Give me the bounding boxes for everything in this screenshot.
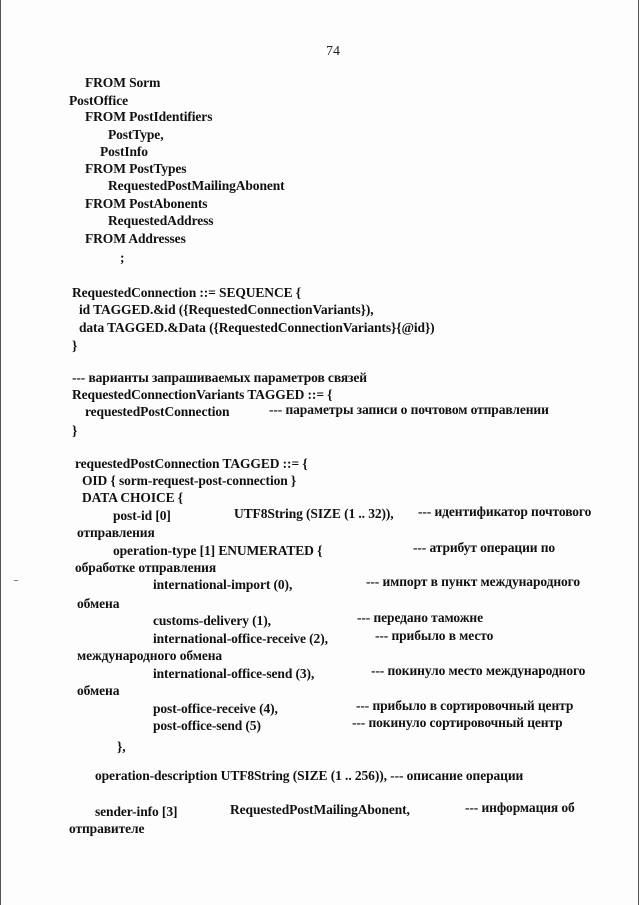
scan-edge-right: [638, 0, 639, 905]
code-line: operation-description UTF8String (SIZE (1 .. 256)), --- описание операции: [95, 768, 524, 783]
comment-line: обмена: [77, 683, 120, 698]
comment-line: международного обмена: [77, 648, 223, 663]
comment-line: отправления: [77, 525, 155, 540]
comment-line: --- покинуло место международного: [371, 663, 586, 678]
code-line: ;: [120, 250, 125, 265]
code-line: RequestedPostMailingAbonent,: [230, 802, 410, 817]
code-line: sender-info [3]: [95, 804, 178, 819]
code-line: post-office-receive (4),: [153, 701, 278, 716]
code-line: international-office-receive (2),: [153, 631, 328, 646]
code-line: customs-delivery (1),: [153, 613, 271, 628]
code-line: UTF8String (SIZE (1 .. 32)),: [234, 506, 394, 521]
code-line: RequestedAddress: [108, 213, 214, 228]
comment-line: отправителе: [69, 821, 145, 836]
page-number: 74: [326, 44, 340, 59]
code-line: }: [72, 423, 78, 438]
scan-mark: [14, 580, 18, 581]
code-line: requestedPostConnection TAGGED ::= {: [75, 456, 308, 471]
comment-line: обработке отправления: [75, 560, 217, 575]
comment-line: --- параметры записи о почтовом отправлении: [269, 402, 549, 417]
comment-line: обмена: [77, 596, 120, 611]
code-line: data TAGGED.&Data ({RequestedConnectionVariants}{@id}): [79, 320, 435, 335]
code-line: FROM PostAbonents: [85, 196, 208, 211]
comment-line: --- прибыло в сортировочный центр: [356, 698, 574, 713]
comment-line: --- атрибут операции по: [413, 540, 556, 555]
code-line: RequestedPostMailingAbonent: [108, 178, 285, 193]
code-line: PostOffice: [69, 93, 128, 108]
code-line: PostType,: [108, 127, 164, 142]
scan-edge-left: [0, 0, 1, 905]
comment-line: --- прибыло в место: [375, 628, 494, 643]
code-line: id TAGGED.&id ({RequestedConnectionVariants}),: [79, 302, 374, 317]
code-line: international-import (0),: [153, 577, 293, 592]
code-line: FROM Addresses: [85, 231, 186, 246]
code-line: FROM Sorm: [85, 75, 161, 90]
comment-line: --- импорт в пункт международного: [366, 574, 581, 589]
code-line: PostInfo: [100, 144, 148, 159]
code-line: DATA CHOICE {: [82, 490, 184, 505]
code-line: RequestedConnection ::= SEQUENCE {: [72, 285, 302, 300]
code-line: international-office-send (3),: [153, 666, 315, 681]
code-line: requestedPostConnection: [85, 404, 230, 419]
comment-line: --- идентификатор почтового: [418, 504, 592, 519]
comment-line: --- покинуло сортировочный центр: [352, 715, 563, 730]
code-line: FROM PostTypes: [85, 161, 187, 176]
code-line: RequestedConnectionVariants TAGGED ::= {: [72, 387, 333, 402]
comment-line: --- информация об: [465, 800, 575, 815]
code-line: post-office-send (5): [153, 718, 261, 733]
code-line: FROM PostIdentifiers: [85, 109, 213, 124]
code-line: }: [72, 338, 78, 353]
code-line: },: [117, 739, 126, 754]
comment-line: --- варианты запрашиваемых параметров связей: [72, 370, 367, 385]
code-line: OID { sorm-request-post-connection }: [82, 473, 297, 488]
comment-line: --- передано таможне: [357, 610, 483, 625]
code-line: post-id [0]: [113, 508, 171, 523]
code-line: operation-type [1] ENUMERATED {: [113, 543, 323, 558]
